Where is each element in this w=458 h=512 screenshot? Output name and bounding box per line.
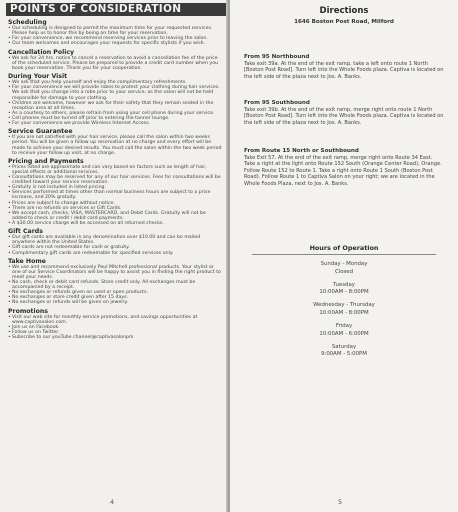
route-text: Take Exit 57. At the end of the exit ramp, merge right onto Route 34 East. Take a right at the light onto Route 152 South (Orange Center Road), Orange. Follow Route 152 to Route 1. Take a right onto Route 1 South (Boston Post Road). Follow Route 1 to Captiva Salon on your right; we are located in the Whole Foods Plaza, next to Jos. A. Banks.	[244, 155, 442, 187]
hours-row	[244, 344, 444, 359]
bullet-list	[8, 135, 222, 155]
bullet-item: • Prices listed are approximate and can vary based on factors such as length of hair, special effects or additional services.	[8, 165, 222, 175]
section	[8, 19, 222, 47]
bullet-list	[8, 26, 222, 46]
bullet-item: • For your convenience we provide Wireless Internet Access.	[8, 121, 222, 126]
bullet-list	[8, 315, 222, 340]
section	[8, 228, 222, 256]
section	[8, 308, 222, 341]
bullet-list	[8, 165, 222, 226]
hours-days: Tuesday	[333, 281, 355, 288]
bullet-item: • We use and recommend exclusively Paul Mitchell professional products. Your stylist or one of our Service Coordinators will be happy to assist you in finding the right product to meet your needs.	[8, 265, 222, 280]
right-page	[230, 0, 458, 512]
bullet-item: • No exchanges or store credit given after 15 days.	[8, 295, 222, 300]
bullet-item: • Follow us on Twitter.	[8, 330, 222, 335]
bullet-item: • No exchanges or refunds will be given on jewelry.	[8, 300, 222, 305]
section	[8, 258, 222, 306]
section-heading: Scheduling	[8, 19, 47, 26]
hours-days: Sunday - Monday	[320, 261, 368, 267]
bullet-item: • No cash, check or debit card refunds. Store credit only. All exchanges must be accompanied by a receipt.	[8, 280, 222, 290]
bullet-item: • Our scheduling is designed to permit the maximum time for your requested services. Please help us to honor this by being on time for your reservation.	[8, 26, 222, 36]
bullet-list	[8, 56, 222, 71]
bullet-item: • Gratuity is not included in listed pricing.	[8, 185, 222, 190]
hours-days: Friday	[335, 323, 353, 330]
bullet-item: • If you are not satisfied with your hair service, please call the salon within two weeks period. You will be given a follow up reservation at no charge and every effort will be made to achieve your desired results. You must call the salon within the two week period to receive your follow up visit, at no charge.	[8, 135, 222, 155]
route-95-northbound	[244, 54, 444, 80]
hours-row	[244, 302, 444, 317]
bullet-item: • As a courtesy to others, please refrain from using your cell phone during your service.	[8, 111, 222, 116]
route-heading: From 95 Northbound	[244, 54, 310, 60]
section	[8, 73, 222, 126]
section-heading: Pricing and Payments	[8, 157, 84, 165]
section-heading: During Your Visit	[8, 73, 68, 81]
section-heading: Gift Cards	[8, 228, 43, 236]
bullet-item: • Gift cards are not redeemable for cash or gratuity.	[8, 245, 222, 250]
considerations-list	[8, 17, 222, 340]
route-15	[244, 148, 444, 187]
bullet-item: • There are no refunds on services or Gift Cards.	[8, 206, 222, 211]
section-heading: Take Home	[8, 257, 46, 265]
bullet-item: • For your convenience we will provide robes to protect your clothing during hair services. We ask that you change into a robe prior to your service, as the salon will not be held responsible for damage to your clothing.	[8, 85, 222, 100]
bullet-item: • We ask that you help yourself and enjoy the complimentary refreshments.	[8, 80, 222, 85]
route-95-southbound	[244, 100, 444, 126]
section-heading: Cancellation Policy	[8, 48, 75, 56]
page-number: 5	[338, 498, 343, 506]
section	[8, 158, 222, 226]
route-heading: From Route 15 North or Southbound	[244, 148, 359, 154]
left-page	[0, 0, 228, 512]
bullet-item: • Services performed at times other than normal business hours are subject to a price increase, and 20% gratuity.	[8, 190, 222, 200]
bullet-item: • Cell phones must be turned off prior to entering the tanner lounge.	[8, 116, 222, 121]
bullet-item: • No exchanges or refunds given on used or open products.	[8, 290, 222, 295]
directions-title: Directions	[319, 6, 369, 16]
bullet-item: • Our team welcomes and encourages your requests for specific stylists if you wish.	[8, 41, 222, 46]
page-title: POINTS OF CONSIDERATION	[6, 3, 228, 16]
hours-row	[244, 261, 444, 276]
bullet-item: • A $30.00 service charge will be accessed on all returned checks.	[8, 221, 222, 226]
bullet-item: • Join us on Facebook.	[8, 325, 222, 330]
bullet-item: • Children are welcome, however we ask for their safety that they remain seated in the reception area at all times.	[8, 101, 222, 111]
hours-time: Closed	[334, 268, 354, 275]
hours-divider	[252, 254, 436, 255]
section	[8, 49, 222, 71]
hours-days: Saturday	[331, 343, 357, 350]
bullet-list	[8, 265, 222, 306]
hours-of-operation	[244, 244, 444, 364]
hours-time: 10:00AM - 8:00PM	[319, 289, 369, 296]
hours-time: 9:00AM - 5:00PM	[321, 351, 367, 358]
bullet-item: • We accept cash, checks, VISA, MASTERCARD, and Debit Cards. Gratuity will not be added to check or credit / debit card payments.	[8, 211, 222, 221]
bullet-item: • Our gift cards are available in any denomination over $10.00 and can be mailed anywhere within the United States.	[8, 235, 222, 245]
route-text: Take exit 39b. At the end of the exit ramp, merge right onto route 1 North [Boston Post Road]. Turn left into the Whole Foods plaza. Captiva is located on the left side of the plaza next to Jos. A. Banks.	[244, 107, 444, 126]
hours-days: Wednesday - Thursday	[313, 302, 375, 309]
section	[8, 128, 222, 156]
section-heading: Service Guarantee	[8, 128, 73, 136]
bullet-item: • Subscribe to our youTube channel@captivasalonpm	[8, 335, 222, 340]
hours-row	[244, 323, 444, 338]
route-text: Take exit 39a. At the end of the exit ramp, take a left onto route 1 North [Boston Post Road]. Turn left into the Whole Foods plaza. Captiva is located on the left side of the plaza next to Jos. A. Banks.	[244, 61, 444, 80]
bullet-list	[8, 235, 222, 255]
bullet-list	[8, 80, 222, 126]
bullet-item: • Prices are subject to change without notice.	[8, 201, 222, 206]
hours-time: 10:00AM - 6:00PM	[319, 330, 369, 337]
bullet-item: • Visit our web site for monthly service promotions, and savings opportunities at www.captivasalon.com.	[8, 315, 222, 325]
hours-heading: Hours of Operation	[309, 244, 379, 252]
bullet-item: • We ask for 24 hrs. notice to cancel a reservation to avoid a cancellation fee of the price of the scheduled service. Please be prepared to provide a credit card number when you book your reservation. Thank you for your cooperation.	[8, 56, 222, 71]
bullet-item: • Consultations may be reserved for any of our hair services. Fees for consultations will be credited toward your service reservation.	[8, 175, 222, 185]
hours-row	[244, 282, 444, 297]
section-heading: Promotions	[8, 307, 48, 315]
page-number: 4	[110, 498, 115, 506]
route-heading: From 95 Southbound	[244, 100, 310, 106]
bullet-item: • For your convenience, we recommend reserving services prior to leaving the salon.	[8, 36, 222, 41]
salon-address: 1646 Boston Post Road, Milford	[294, 19, 394, 25]
hours-time: 10:00AM - 8:00PM	[319, 309, 369, 316]
bullet-item: • Complimentary gift cards are redeemable for specified services only.	[8, 251, 222, 256]
